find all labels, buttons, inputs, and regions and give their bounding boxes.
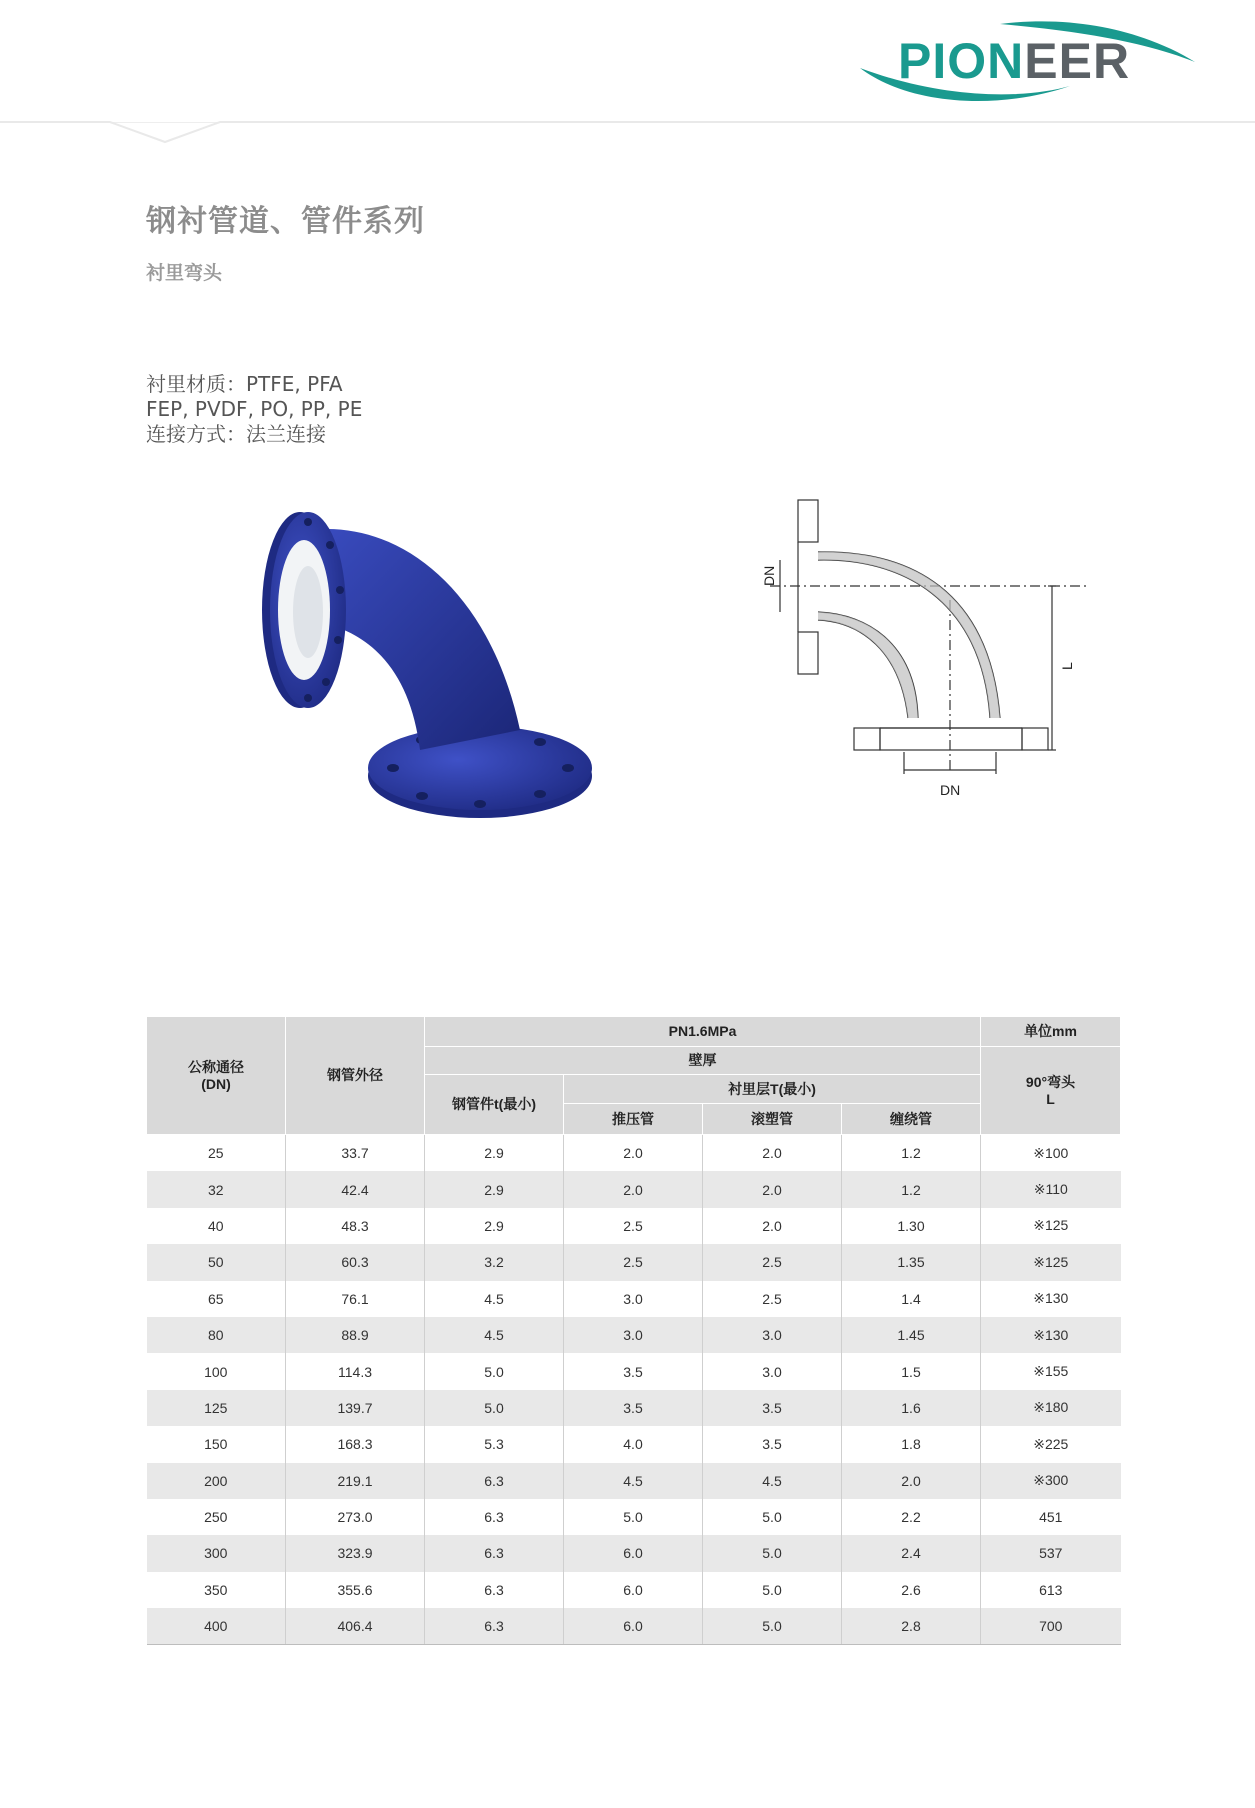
pioneer-logo: [850, 14, 1200, 110]
table-cell: 139.7: [286, 1390, 425, 1426]
table-cell: 65: [207, 1290, 224, 1307]
table-cell: 42.4: [286, 1171, 425, 1207]
table-cell: 4.0: [564, 1426, 703, 1462]
table-cell: 6.0: [564, 1572, 703, 1608]
table-cell: 5.0: [703, 1499, 842, 1535]
table-cell: 323.9: [286, 1535, 425, 1571]
table-row: [147, 1426, 1121, 1462]
table-cell: 2.4: [842, 1535, 981, 1571]
table-cell: 4.5: [425, 1281, 564, 1317]
table-cell: ※300: [981, 1463, 1121, 1499]
table-cell: 48.3: [286, 1208, 425, 1244]
table-cell: 2.8: [842, 1608, 981, 1645]
dim-dn-vertical-label: DN: [761, 565, 777, 586]
table-cell: 88.9: [286, 1317, 425, 1353]
table-cell: 3.0: [703, 1353, 842, 1389]
table-cell: 1.5: [842, 1353, 981, 1389]
table-cell: 2.5: [703, 1244, 842, 1280]
logo-wordmark: [898, 33, 1131, 89]
table-cell: 537: [981, 1535, 1121, 1571]
table-cell: 273.0: [286, 1499, 425, 1535]
spec-line-material: 衬里材质：PTFE, PFA: [146, 372, 343, 396]
table-cell: ※125: [981, 1244, 1121, 1280]
table-cell: 2.9: [425, 1171, 564, 1207]
table-body: [147, 1135, 1121, 1645]
header-steel-part: 钢管件t(最小): [425, 1075, 564, 1135]
header-unit: 单位mm: [981, 1017, 1121, 1047]
table-cell: 2.9: [425, 1135, 564, 1172]
table-cell: ※125: [981, 1208, 1121, 1244]
table-cell: 451: [981, 1499, 1121, 1535]
table-row: [147, 1244, 1121, 1280]
table-row: [147, 1281, 1121, 1317]
table-cell: 1.8: [842, 1426, 981, 1462]
table-cell: 100: [204, 1363, 228, 1380]
spec-line-connection: 连接方式：法兰连接: [146, 422, 326, 446]
table-cell: 250: [204, 1509, 228, 1526]
table-cell: 2.5: [703, 1281, 842, 1317]
table-cell: 3.0: [564, 1317, 703, 1353]
table-row: [147, 1535, 1121, 1571]
table-cell: 33.7: [286, 1135, 425, 1172]
table-cell: ※180: [981, 1390, 1121, 1426]
dim-dn-horizontal-label: DN: [940, 782, 961, 798]
header-wall-thickness: 壁厚: [425, 1047, 981, 1075]
table-cell: 3.5: [564, 1390, 703, 1426]
table-cell: 4.5: [703, 1463, 842, 1499]
table-row: [147, 1171, 1121, 1207]
table-cell: 60.3: [286, 1244, 425, 1280]
table-cell: 5.0: [703, 1535, 842, 1571]
table-cell: 4.5: [425, 1317, 564, 1353]
table-cell: 6.0: [564, 1608, 703, 1645]
table-cell: 1.6: [842, 1390, 981, 1426]
table-cell: 2.5: [564, 1244, 703, 1280]
spec-line-material-cont: FEP, PVDF, PO, PP, PE: [146, 397, 363, 421]
table-cell: 1.35: [842, 1244, 981, 1280]
table-cell: ※130: [981, 1317, 1121, 1353]
table-cell: 2.0: [564, 1135, 703, 1172]
table-cell: 355.6: [286, 1572, 425, 1608]
spec-block: [146, 372, 362, 447]
table-cell: ※100: [981, 1135, 1121, 1172]
table-cell: 700: [981, 1608, 1121, 1645]
table-cell: 2.0: [703, 1135, 842, 1172]
table-row: [147, 1317, 1121, 1353]
table-cell: 3.0: [703, 1317, 842, 1353]
table-cell: 1.2: [842, 1171, 981, 1207]
table-cell: 2.0: [842, 1463, 981, 1499]
header-elbow-90: 90°弯头 L: [981, 1047, 1121, 1135]
table-cell: ※110: [981, 1171, 1121, 1207]
table-cell: 3.5: [703, 1390, 842, 1426]
table-cell: 1.45: [842, 1317, 981, 1353]
table-cell: 3.2: [425, 1244, 564, 1280]
table-cell: 6.3: [425, 1535, 564, 1571]
table-cell: 219.1: [286, 1463, 425, 1499]
table-cell: 6.3: [425, 1572, 564, 1608]
table-cell: 6.3: [425, 1608, 564, 1645]
table-cell: 2.2: [842, 1499, 981, 1535]
table-cell: 6.0: [564, 1535, 703, 1571]
table-row: [147, 1135, 1121, 1172]
table-cell: ※225: [981, 1426, 1121, 1462]
elbow-section-drawing: [750, 490, 1110, 810]
table-cell: 5.0: [703, 1572, 842, 1608]
page-subtitle: 衬里弯头: [146, 262, 223, 284]
table-cell: 406.4: [286, 1608, 425, 1645]
table-row: [147, 1499, 1121, 1535]
table-cell: 50: [147, 1244, 286, 1280]
table-cell: 168.3: [286, 1426, 425, 1462]
table-cell: 200: [147, 1463, 286, 1499]
table-cell: 2.5: [564, 1208, 703, 1244]
table-cell: 150: [204, 1436, 228, 1453]
table-cell: 4.5: [564, 1463, 703, 1499]
table-cell: 1.30: [842, 1208, 981, 1244]
table-cell: 125: [147, 1390, 286, 1426]
header-nominal-diameter: 公称通径 (DN): [147, 1017, 286, 1135]
table-cell: 6.3: [425, 1499, 564, 1535]
table-cell: 80: [147, 1317, 286, 1353]
table-cell: ※130: [981, 1281, 1121, 1317]
logo-text-part1: PION: [898, 33, 1025, 89]
table-cell: 3.5: [703, 1426, 842, 1462]
table-cell: 114.3: [286, 1353, 425, 1389]
header-wound: 缠绕管: [842, 1104, 981, 1135]
table-cell: 2.0: [703, 1171, 842, 1207]
table-cell: 3.0: [564, 1281, 703, 1317]
table-cell: 1.4: [842, 1281, 981, 1317]
page-title: 钢衬管道、管件系列: [146, 204, 425, 239]
table-row: [147, 1463, 1121, 1499]
table-cell: 2.0: [703, 1208, 842, 1244]
table-cell: 613: [981, 1572, 1121, 1608]
table-cell: 400: [147, 1608, 286, 1645]
table-cell: 5.0: [425, 1390, 564, 1426]
table-cell: 2.6: [842, 1572, 981, 1608]
table-cell: 3.5: [564, 1353, 703, 1389]
header-liner-layer: 衬里层T(最小): [564, 1075, 981, 1104]
table-cell: 350: [204, 1581, 228, 1598]
header-pushed: 推压管: [564, 1104, 703, 1135]
table-cell: 1.2: [842, 1135, 981, 1172]
table-cell: 5.0: [703, 1608, 842, 1645]
table-cell: 300: [147, 1535, 286, 1571]
table-cell: 5.0: [564, 1499, 703, 1535]
table-row: [147, 1608, 1121, 1645]
table-cell: 40: [207, 1217, 224, 1234]
table-row: [147, 1572, 1121, 1608]
table-cell: 76.1: [286, 1281, 425, 1317]
spec-table: [146, 1016, 1121, 1645]
lined-elbow-photo: [250, 500, 595, 830]
table-cell: 25: [207, 1145, 224, 1162]
logo-text-part2: EER: [1024, 33, 1131, 89]
header-rotomolded: 滚塑管: [703, 1104, 842, 1135]
header-notch-decoration: [0, 100, 1255, 170]
table-cell: 2.0: [564, 1171, 703, 1207]
dim-l-label: L: [1059, 662, 1075, 670]
table-row: [147, 1208, 1121, 1244]
header-pressure: PN1.6MPa: [425, 1017, 981, 1047]
table-row: [147, 1353, 1121, 1389]
table-cell: 32: [147, 1171, 286, 1207]
table-cell: 2.9: [425, 1208, 564, 1244]
table-cell: ※155: [981, 1353, 1121, 1389]
table-cell: 6.3: [425, 1463, 564, 1499]
table-cell: 5.3: [425, 1426, 564, 1462]
table-cell: 5.0: [425, 1353, 564, 1389]
header-outer-diameter: 钢管外径: [286, 1017, 425, 1135]
table-row: [147, 1390, 1121, 1426]
